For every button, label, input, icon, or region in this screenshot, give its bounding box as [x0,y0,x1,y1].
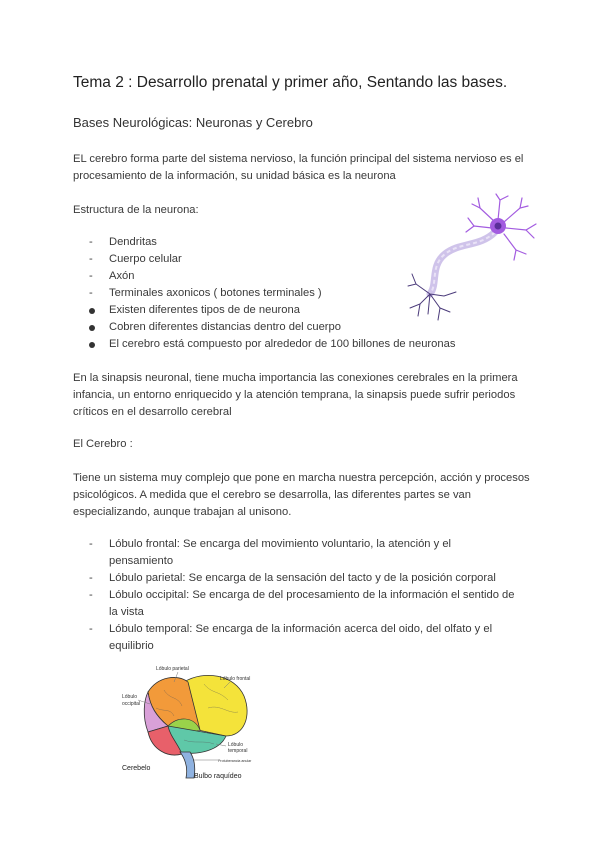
brain-illustration [108,660,268,786]
dash-marker: - [89,236,93,248]
list-item-text: Lóbulo parietal: Se encarga de la sensación del tacto y de la posición corporal [109,572,496,584]
list-item [73,570,518,587]
label-bulbo: Bulbo raquídeo [194,773,242,780]
neuron-illustration [400,192,540,332]
dash-marker: - [89,572,93,584]
list-item [73,536,518,570]
list-item-text: Lóbulo temporal: Se encarga de la información acerca del oido, del olfato y el equilibrio [109,623,493,652]
list-item-text: Cobren diferentes distancias dentro del cuerpo [109,321,341,333]
label-frontal: Lóbulo frontal [220,676,251,682]
brain-stem [180,752,195,778]
list-item-text: Dendritas [109,236,157,248]
brain-paragraph: Tiene un sistema muy complejo que pone en marcha nuestra percepción, acción y procesos psicológicos. A medida que el cerebro se desarrolla, las diferentes partes se van especializando, aunque trabajan al unisono. [73,472,530,518]
list-item [73,336,543,353]
label-temporal-2: temporal [228,748,248,754]
list-item-text: Axón [109,270,135,282]
label-cerebelo: Cerebelo [122,765,151,772]
label-parietal: Lóbulo parietal [156,666,189,672]
list-item [73,621,518,655]
page-title: Tema 2 : Desarrollo prenatal y primer año, Sentando las bases. [73,74,508,91]
brain-lobes-list [73,536,518,655]
section-subtitle: Bases Neurológicas: Neuronas y Cerebro [73,115,313,130]
dash-marker: - [89,253,93,265]
dash-marker: - [89,270,93,282]
list-item-text: Existen diferentes tipos de de neurona [109,304,300,316]
neuron-heading: Estructura de la neurona: [73,204,199,216]
list-item [73,587,518,621]
dash-marker: - [89,623,93,635]
list-item-text: Lóbulo frontal: Se encarga del movimiento voluntario, la atención y el pensamiento [109,538,452,567]
intro-paragraph: EL cerebro forma parte del sistema nervioso, la función principal del sistema nervioso es el procesamiento de la información, su unidad básica es la neurona [73,153,524,182]
list-item-text: El cerebro está compuesto por alrededor de 100 billones de neuronas [109,338,456,350]
dash-marker: - [89,287,93,299]
list-item-text: Terminales axonicos ( botones terminales ) [109,287,322,299]
list-item-text: Lóbulo occipital: Se encarga de del procesamiento de la información el sentido de la vista [109,589,515,618]
synapse-paragraph: En la sinapsis neuronal, tiene mucha importancia las conexiones cerebrales en la primera infancia, un entorno enriquecido y la atención temprana, la sinapsis puede sufrir periodos críticos en el desarrollo cerebral [73,372,518,418]
brain-heading: El Cerebro : [73,438,133,450]
label-pons: Protuberancia anular [218,759,252,763]
dash-marker: - [89,589,93,601]
list-item-text: Cuerpo celular [109,253,182,265]
label-occipital-1: Lóbulo [122,694,138,700]
label-temporal-1: Lóbulo [228,742,244,748]
bullet-icon [89,336,103,354]
label-occipital-2: occipital [122,701,141,707]
neuron-axon [430,232,495,294]
dash-marker: - [89,538,93,550]
bullet-icon [89,302,103,320]
bullet-icon [89,319,103,337]
